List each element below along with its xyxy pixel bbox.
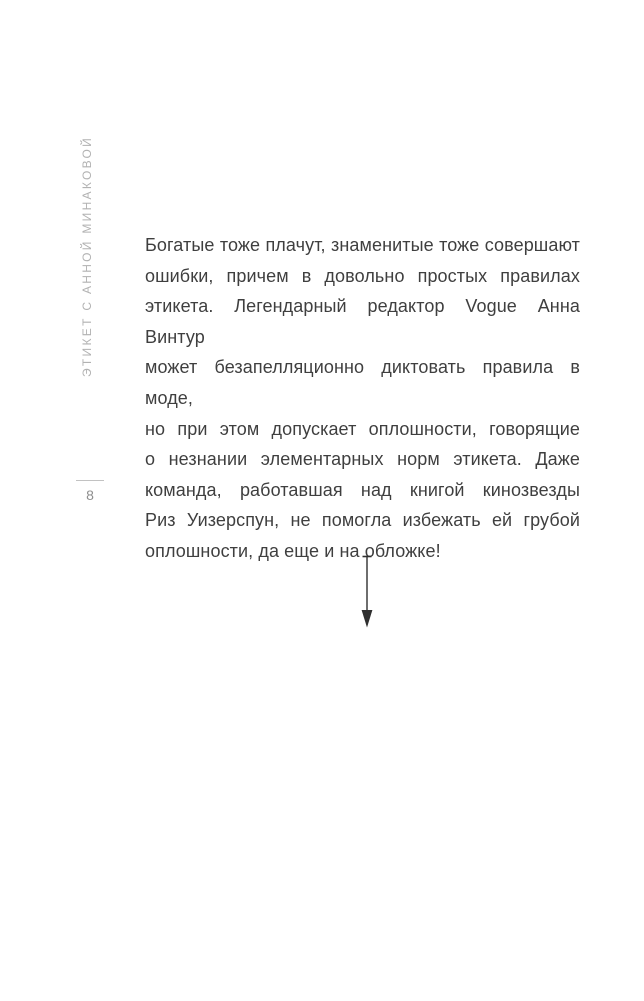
paragraph-line: ошибки, причем в довольно простых правилах — [145, 265, 580, 286]
paragraph-line: оплошности, да еще и на обложке! — [145, 540, 441, 561]
body-paragraph — [145, 230, 580, 567]
paragraph-line: но при этом допускает оплошности, говорящие — [145, 418, 580, 439]
paragraph-line: Риз Уизерспун, не помогла избежать ей грубой — [145, 510, 580, 531]
paragraph-line: может безапелляционно диктовать правила в моде, — [145, 357, 580, 408]
down-arrow-icon — [354, 552, 380, 632]
paragraph-line: команда, работавшая над книгой кинозвезды — [145, 479, 580, 500]
paragraph-line: о незнании элементарных норм этикета. Даже — [145, 449, 580, 470]
paragraph-line: этикета. Легендарный редактор Vogue Анна Винтур — [145, 296, 580, 347]
page-number: 8 — [86, 487, 94, 503]
paragraph-line: Богатые тоже плачут, знаменитые тоже совершают — [145, 235, 580, 255]
page-number-divider — [76, 480, 104, 481]
vertical-running-head: ЭТИКЕТ С АННОЙ МИНАКОВОЙ — [80, 135, 94, 377]
